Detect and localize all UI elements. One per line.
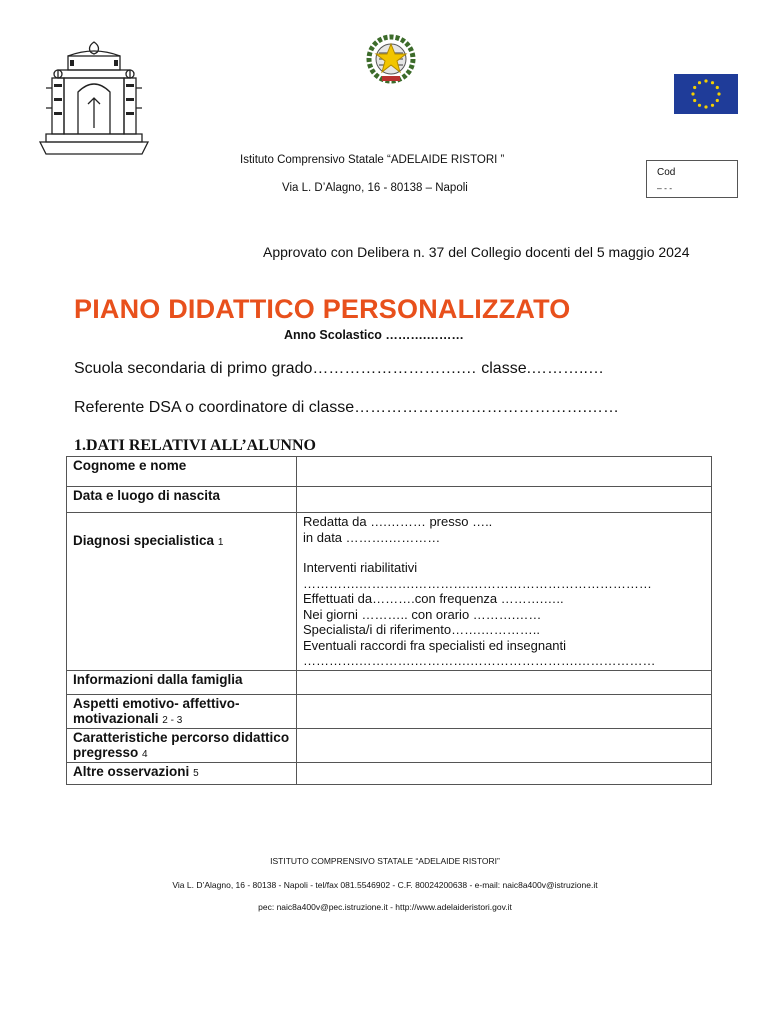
diagnosis-line: Eventuali raccordi fra specialisti ed insegnanti (303, 637, 567, 653)
row-value[interactable] (297, 487, 712, 513)
row-value[interactable] (297, 728, 712, 762)
table-row (67, 457, 712, 487)
diagnosis-line (303, 545, 705, 560)
table-row (67, 762, 712, 784)
row-label: Data e luogo di nascita (67, 487, 297, 513)
row-label: Aspetti emotivo- affettivo-motivazionali 2 - 3 (67, 694, 297, 728)
row-label: Caratteristiche percorso didattico pregresso 4 (67, 728, 297, 762)
row-value[interactable] (297, 457, 712, 487)
referent-line: Referente DSA o coordinatore di classe……………….…………………….…… (74, 399, 620, 416)
code-value: – - - (657, 183, 673, 193)
school-name: Istituto Comprensivo Statale “ADELAIDE RISTORI ” (240, 154, 505, 166)
school-address: Via L. D’Alagno, 16 - 80138 – Napoli (282, 182, 468, 194)
eu-flag-icon (674, 74, 738, 114)
diagnosis-line: Nei giorni ……….. con orario ……….…… (303, 606, 542, 622)
row-value[interactable] (297, 762, 712, 784)
diagnosis-line: in data ……….………… (303, 529, 441, 545)
document-title: PIANO DIDATTICO PERSONALIZZATO (74, 294, 571, 324)
code-box (646, 160, 738, 198)
fountain-emblem-icon (38, 38, 150, 160)
table-row (67, 670, 712, 694)
diagnosis-line: Effettuati da……….con frequenza ……….….. (303, 591, 564, 606)
diagnosis-line: Interventi riabilitativi (303, 560, 418, 575)
code-label: Cod (657, 167, 676, 178)
table-row (67, 728, 712, 762)
school-year: Anno Scolastico ……….……… (284, 328, 464, 342)
diagnosis-line: Specialista/i di riferimento…….………….. (303, 622, 540, 637)
diagnosis-line: Redatta da ….……… presso ….. (303, 514, 493, 529)
section-title: 1.DATI RELATIVI ALL’ALUNNO (74, 437, 316, 454)
approval-note: Approvato con Delibera n. 37 del Collegio docenti del 5 maggio 2024 (263, 244, 690, 260)
footer-contacts: Via L. D’Alagno, 16 - 80138 - Napoli - tel/fax 081.5546902 - C.F. 80024200638 - e-mail: naic8a400v@istruzione.it (172, 880, 598, 890)
table-row (67, 513, 712, 671)
table-row (67, 694, 712, 728)
student-data-table (66, 456, 712, 785)
school-line: Scuola secondaria di primo grado……………………….… classe.………..… (74, 360, 604, 377)
row-value[interactable] (297, 670, 712, 694)
footer-name: ISTITUTO COMPRENSIVO STATALE “ADELAIDE RISTORI” (270, 856, 500, 866)
row-label: Cognome e nome (67, 457, 297, 487)
row-label: Diagnosi specialistica 1 (67, 513, 297, 671)
footer-pec: pec: naic8a400v@pec.istruzione.it - http://www.adelaideristori.gov.it (258, 902, 512, 912)
italian-republic-emblem-icon (366, 34, 416, 84)
diagnosis-line: ………….………….………….…………………………………… (303, 575, 652, 591)
row-label: Informazioni dalla famiglia (67, 670, 297, 694)
row-label: Altre osservazioni 5 (67, 762, 297, 784)
diagnosis-details[interactable] (297, 513, 712, 671)
diagnosis-line: ………….………….………….…………………….……………… (303, 653, 656, 668)
table-row (67, 487, 712, 513)
row-value[interactable] (297, 694, 712, 728)
